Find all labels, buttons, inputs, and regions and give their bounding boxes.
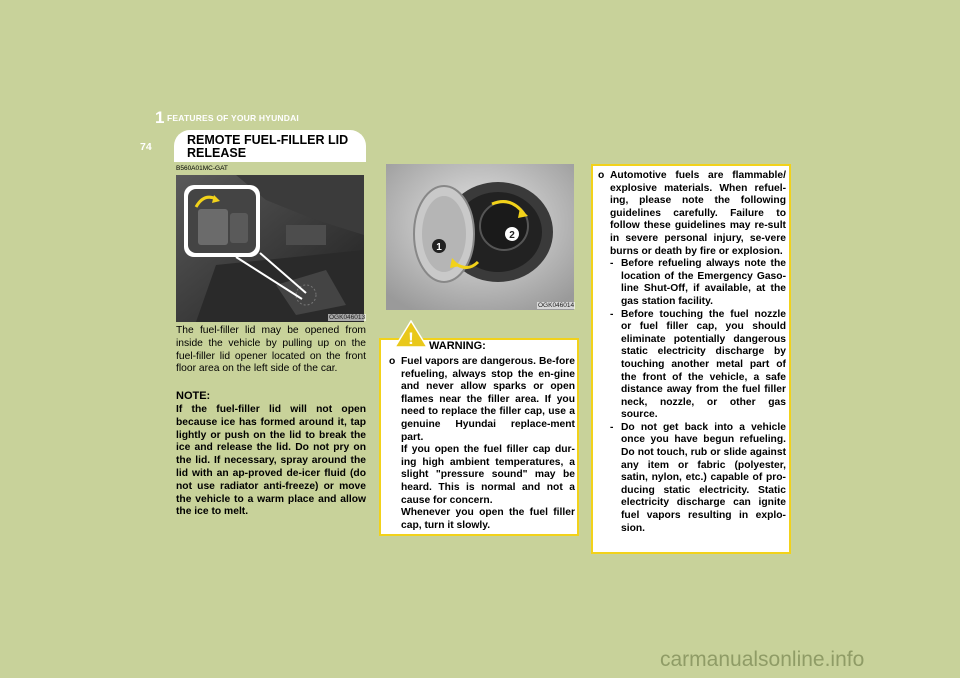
note-heading: NOTE: bbox=[176, 390, 211, 402]
page-margin-right bbox=[935, 0, 960, 678]
intro-paragraph: The fuel-filler lid may be opened from inside the vehicle by pulling up on the fuel-filler lid opener located on the front floor area on the left side of the car. bbox=[176, 325, 366, 375]
interior-floor-illustration bbox=[176, 175, 364, 322]
page-margin-left bbox=[0, 0, 135, 678]
warning-sub-item-2 bbox=[610, 309, 786, 422]
chapter-title: FEATURES OF YOUR HYUNDAI bbox=[167, 113, 299, 123]
photo-code-1: OGK046013 bbox=[329, 314, 366, 321]
callout-2: 2 bbox=[509, 230, 515, 241]
warning-sub-item-1 bbox=[610, 258, 786, 308]
callout-1: 1 bbox=[436, 242, 442, 253]
warning-sub-list bbox=[610, 258, 786, 535]
fuel-lid-opener-photo bbox=[176, 175, 364, 322]
fuel-cap-illustration bbox=[386, 164, 574, 310]
warning-item-1-cont-1: If you open the fuel filler cap dur-ing high ambient temperatures, a slight "pressure sound" may be heard. This is normal and not a cause for concern. bbox=[401, 444, 575, 506]
warning-item-1-cont-2: Whenever you open the fuel filler cap, turn it slowly. bbox=[401, 507, 575, 531]
photo-code-2: OGK046014 bbox=[538, 302, 575, 309]
chapter-number: 1 bbox=[155, 108, 165, 127]
sub-bullet-mark: - bbox=[610, 308, 614, 320]
reference-code: B560A01MC-GAT bbox=[176, 165, 228, 172]
watermark: carmanualsonline.info bbox=[660, 648, 865, 671]
warning-sub-item-3-text: Do not get back into a vehicle once you have begun refueling. Do not touch, rub or slide against any item or fabric (polyester, satin, nylon, etc.) capable of pro-ducing static electricity. Static electricity discharge can ignite fuel vapors resulting in explo-sion. bbox=[621, 421, 786, 534]
warning-item-2-text: Automotive fuels are flammable/ explosive materials. When refuel-ing, please note the following guidelines carefully. Failure to follow these guidelines may re-sult in severe personal injury, se-vere burns or death by fire or explosion. bbox=[610, 170, 786, 257]
warning-list-2 bbox=[598, 170, 786, 535]
warning-sub-item-2-text: Before touching the fuel nozzle or fuel filler cap, you should eliminate potentially dangerous static electricity discharge by touching another metal part of the front of the vehicle, a safe distance away from the fuel filler neck, nozzle, or other gas source. bbox=[621, 308, 786, 421]
warning-list-1 bbox=[389, 356, 575, 532]
sub-bullet-mark: - bbox=[610, 421, 614, 433]
fuel-filler-cap-photo bbox=[386, 164, 574, 310]
page-number: 74 bbox=[140, 141, 152, 153]
svg-text:!: ! bbox=[408, 329, 414, 348]
bullet-mark: o bbox=[598, 170, 605, 181]
warning-item-2 bbox=[598, 170, 786, 258]
warning-triangle-icon bbox=[394, 320, 428, 348]
warning-item-text bbox=[401, 356, 575, 532]
warning-sub-item-1-text: Before refueling always note the location of the Emergency Gaso-line Shut-Off, if available, at the gas station facility. bbox=[621, 258, 786, 307]
section-title: REMOTE FUEL-FILLER LID RELEASE bbox=[187, 133, 349, 160]
bullet-mark: o bbox=[389, 356, 396, 367]
warning-title: WARNING: bbox=[429, 340, 486, 352]
warning-item-1-text: Fuel vapors are dangerous. Be-fore refueling, always stop the en-gine and never allow sparks or open flames near the filler area. If you need to replace the filler cap, use a genuine Hyundai replace-ment part. bbox=[401, 356, 575, 443]
note-text: If the fuel-filler lid will not open because ice has formed around it, tap lightly or push on the lid to break the ice and release the lid. Do not pry on the lid. If necessary, spray around the lid with an ap-proved de-icer fluid (do not use radiator anti-freeze) or move the vehicle to a warm place and allow the ice to melt. bbox=[176, 404, 366, 518]
sub-bullet-mark: - bbox=[610, 258, 614, 270]
warning-sub-item-3 bbox=[610, 422, 786, 535]
warning-item-1 bbox=[389, 356, 575, 532]
page-background bbox=[0, 0, 960, 120]
